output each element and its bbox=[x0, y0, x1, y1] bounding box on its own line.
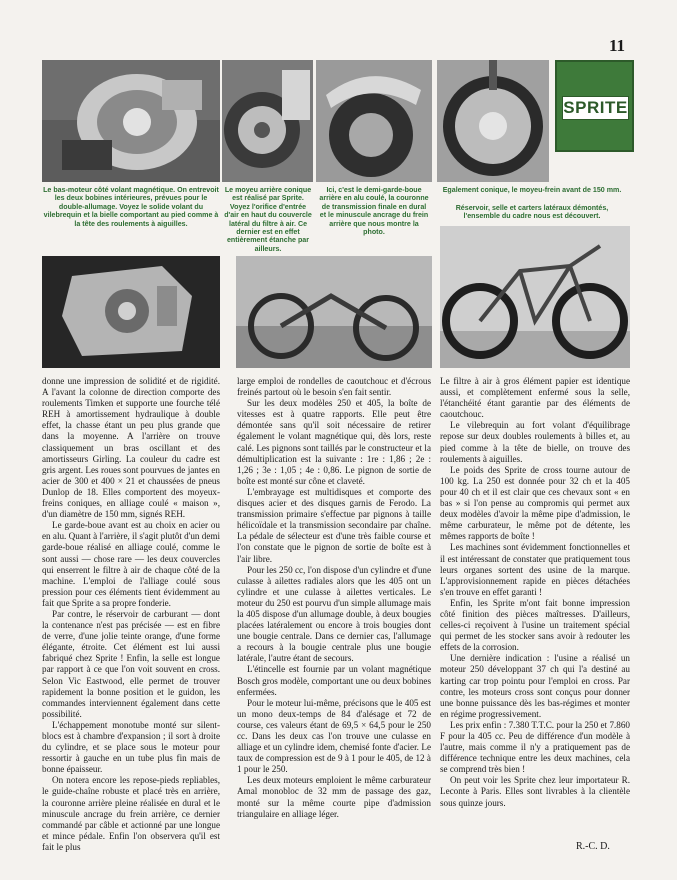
photo-engine-cases bbox=[42, 256, 220, 368]
paragraph: Les deux moteurs emploient le même carburateur Amal monobloc de 32 mm de passage des gaz, monté sur la même courte pipe d'admission triangulaire en alliage léger. bbox=[237, 775, 431, 819]
caption-front-hub: Egalement conique, le moyeu-frein avant de 150 mm. bbox=[442, 186, 622, 194]
photo-rear-hub bbox=[222, 60, 313, 182]
caption-engine: Le bas-moteur côté volant magnétique. On entrevoit les deux bobines intérieures, prévues pour le double-allumage. Voyez le solide volant du vilebrequin et la bielle comportant au pied comme à la tête des roulements à aiguilles. bbox=[43, 186, 219, 228]
caption-mudguard: Ici, c'est le demi-garde-boue arrière en alu coulé, la couronne de transmission finale en dural et le minuscule ancrage du frein arrière que nous montre la photo. bbox=[319, 186, 429, 237]
photo-bare-frame bbox=[440, 226, 630, 368]
author-signature: R.-C. D. bbox=[576, 841, 610, 852]
paragraph: Par contre, le réservoir de carburant — dont la contenance n'est pas précisée — est en fibre de verre, d'une jolie teinte orange, d'une forme élégante, étroite. Cet élément est lui aussi fabriqué chez Sprite ! Enfin, la selle est longue par rapport à ce que l'on voit souvent en cross. Selon Vic Eastwood, elle permet de trouver rapidement la bonne position et le guidon, les commandes interviennent également dans cette possibilité. bbox=[42, 608, 220, 719]
paragraph: Pour les 250 cc, l'on dispose d'un cylindre et d'une culasse à ailettes radiales alors que les 405 ont un cylindre et une culasse à ailettes verticales. Le moteur du 250 est pourvu d'un simple allumage mais la 405 dispose d'un allumage double, à deux bougies placées latéralement ou encore à trois bougies dont une bougie centrale. Dans ce dernier cas, l'allumage a recours à la bougie centrale plus une bougie latérale, l'autre étant de secours. bbox=[237, 564, 431, 664]
paragraph: Le vilebrequin au fort volant d'équilibrage repose sur deux doubles roulements à billes et, au pied comme à la tête de bielle, on trouve des roulements à aiguilles. bbox=[440, 420, 630, 464]
paragraph: large emploi de rondelles de caoutchouc et d'écrous freinés partout où le besoin s'en fait sentir. bbox=[237, 376, 431, 398]
caption-frame: Réservoir, selle et carters latéraux démontés, l'ensemble du cadre nous est découvert. bbox=[455, 204, 609, 221]
paragraph: L'embrayage est multidisques et comporte des disques acier et des disques garnis de Ferodo. La transmission primaire s'effectue par pignons à taille hélicoïdale et la transmission secondaire par chaîne. La pédale de sélecteur est d'une très faible course et l'on constate que le pignon de sortie de boîte est à l'air libre. bbox=[237, 486, 431, 564]
text-column-2 bbox=[237, 376, 431, 820]
page-number: 11 bbox=[609, 36, 626, 55]
paragraph: L'échappement monotube monté sur silent-blocs est à chambre d'expansion ; il sort à droite du cylindre, et se place sous le moteur pour ressortir à gauche en un tube plus fin mais de bonne épaisseur. bbox=[42, 719, 220, 775]
paragraph: donne une impression de solidité et de rigidité. A l'avant la colonne de direction comporte des roulements Timken et supporte une fourche télé REH à amortissement hydraulique à double effet, la chasse étant un peu plus grande que dans la moyenne. A l'arrière on trouve classiquement un bras oscillant et des amortisseurs Girling. La couleur du cadre est gris argent. Les roues sont pourvues de jantes en acier de 300 et 400 × 21 et chaussées de pneus Dunlop de 18. Elles comportent des moyeux-freins coniques, en alliage coulé « maison », d'un diamètre de 150 mm, signés REH. bbox=[42, 376, 220, 520]
paragraph: Enfin, les Sprite m'ont fait bonne impression côté finition des pièces maîtresses. D'ailleurs, celles-ci reçoivent à l'usine un traitement spécial qui permet de les stocker sans avoir à redouter les effets de la corrosion. bbox=[440, 597, 630, 653]
paragraph: Le filtre à air à gros élément papier est identique aussi, et complètement enfermé sous la selle, l'étanchéité étant garantie par des éléments de caoutchouc. bbox=[440, 376, 630, 420]
paragraph: Sur les deux modèles 250 et 405, la boîte de vitesses est à quatre rapports. Elle peut être démontée sans qu'il soit nécessaire de retirer également le volant magnétique qui, dès lors, reste calé. Les pignons sont taillés par le constructeur et la démultiplication est la suivante : 1re : 1,86 ; 2e : 1,26 ; 3e : 1,05 ; 4e : 0,86. Le pignon de sortie de boîte est monté sur cône et claveté. bbox=[237, 398, 431, 486]
caption-rear-hub: Le moyeu arrière conique est réalisé par Sprite. Voyez l'orifice d'entrée d'air en haut du couvercle latéral du filtre à air. Ce dernier est en effet entièrement étanche par ailleurs. bbox=[224, 186, 312, 253]
paragraph: Les prix enfin : 7.380 T.T.C. pour la 250 et 7.860 F pour la 405 cc. Peu de différence d'un modèle à l'autre, mais comme il n'y a pratiquement pas de différence technique entre les deux machines, cela se comprend très bien ! bbox=[440, 719, 630, 775]
paragraph: Le poids des Sprite de cross tourne autour de 100 kg. La 250 est donnée pour 32 ch et la 405 pour 40 ch et il est clair que ces chevaux sont « en bas » si l'on pense au compromis qui permet aux deux modèles d'avoir la même pipe d'admission, le même carburateur, le même pot de détente, les mêmes rapports de boîte ! bbox=[440, 464, 630, 542]
paragraph: On notera encore les repose-pieds repliables, le guide-chaîne robuste et placé très en arrière, la couronne arrière pleine réalisée en dural et le minuscule ancrage du frein arrière, ce dernier commandé par câble et actionné par une longue et mince pédale. Enfin l'on observera qu'il est fait le plus bbox=[42, 775, 220, 852]
photo-rear-mudguard bbox=[316, 60, 432, 182]
photo-front-hub bbox=[437, 60, 549, 182]
photo-engine-flywheel bbox=[42, 60, 220, 182]
text-column-1 bbox=[42, 376, 220, 853]
paragraph: Pour le moteur lui-même, précisons que le 405 est un mono deux-temps de 84 d'alésage et 72 de course, ces valeurs étant de 69,5 × 64,5 pour le 250 cc. Dans les deux cas l'on trouve une culasse en alliage et un cylindre idem, chemisé fonte d'acier. Le taux de compression est de 9 à 1 pour le 405, de 12 à 1 pour le 250. bbox=[237, 697, 431, 775]
text-column-3 bbox=[440, 376, 630, 809]
paragraph: L'étincelle est fournie par un volant magnétique Bosch gros modèle, comportant une ou deux bobines enfermées. bbox=[237, 664, 431, 697]
paragraph: Une dernière indication : l'usine a réalisé un moteur 250 développant 37 ch qui l'a destiné au karting car trop pointu pour l'emploi en cross. Par contre, les moteurs cross sont conçus pour donner une bonne puissance dès les bas-régimes et monter en régime progressivement. bbox=[440, 653, 630, 719]
paragraph: On peut voir les Sprite chez leur importateur R. Leconte à Paris. Elles sont livrables à la clientèle sous quinze jours. bbox=[440, 775, 630, 808]
paragraph: Les machines sont évidemment fonctionnelles et il est intéressant de constater que pratiquement tous leurs organes sortent des usine de la marque. L'approvisionnement rapide en pièces détachées s'en trouve en effet garanti ! bbox=[440, 542, 630, 597]
sprite-logo bbox=[555, 60, 634, 152]
paragraph: Le garde-boue avant est au choix en acier ou en alu. Quant à l'arrière, il s'agit plutôt d'un demi garde-boue réalisé en alliage coulé, comme le sont aussi — chose rare — les deux couvercles qui enserrent le filtre à air de chaque côté de la machine. L'emploi de l'alliage coulé sous pression pour ces éléments tient évidemment au fait que Sprite a sa propre fonderie. bbox=[42, 520, 221, 608]
photo-dismantled-bike bbox=[236, 256, 432, 368]
logo-text: SPRITE bbox=[563, 98, 628, 117]
